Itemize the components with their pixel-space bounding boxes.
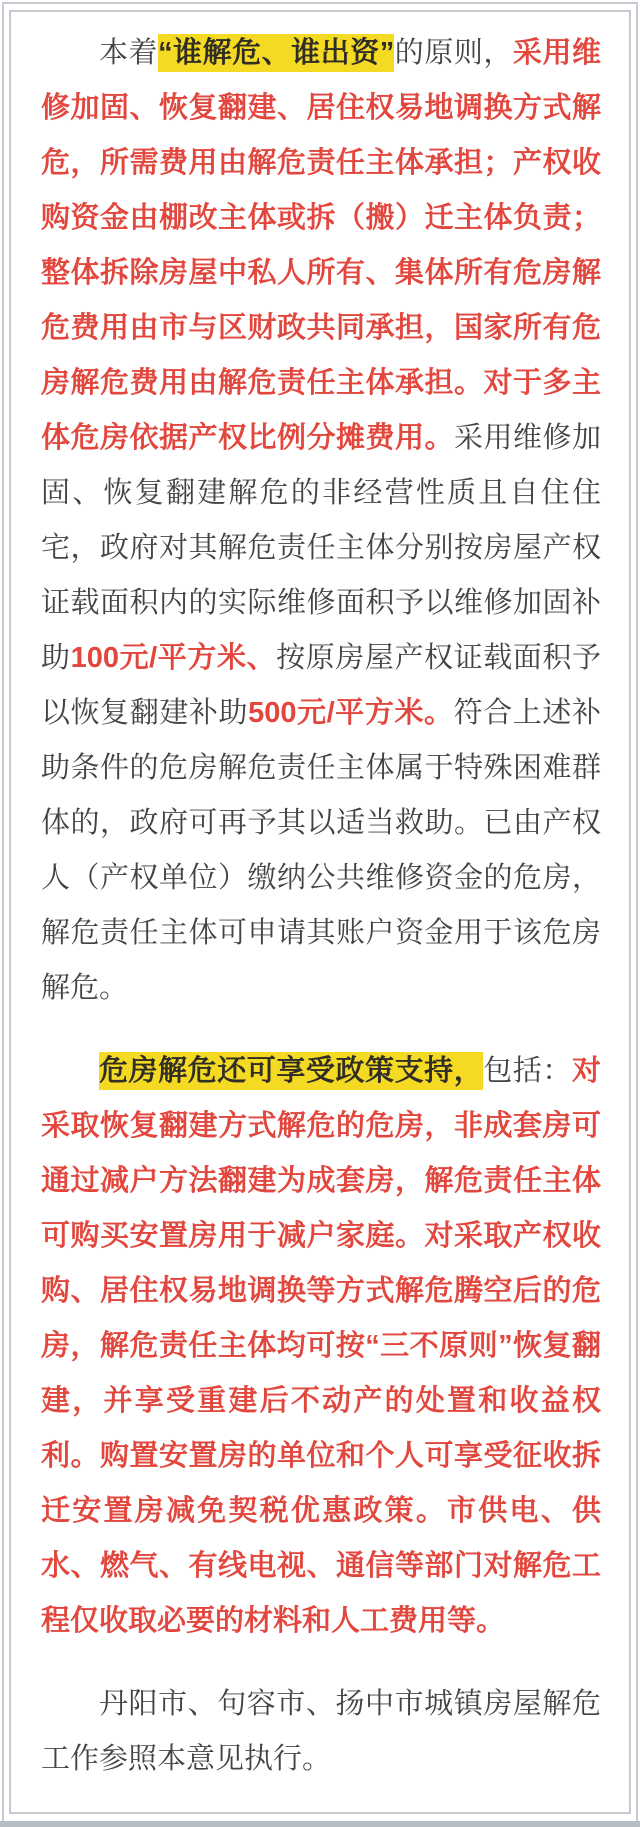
text-segment-red-bold: 500元/平方米。 — [248, 697, 454, 729]
text-segment-black: 丹阳市、句容市、扬中市城镇房屋解危工作参照本意见执行。 — [41, 1688, 601, 1775]
text-segment-red-bold: 100元/平方米、 — [70, 642, 277, 674]
text-segment-black: 本着 — [99, 37, 159, 69]
text-segment-black: 包括： — [483, 1055, 572, 1087]
text-segment-highlight-black: 危房解危还可享受政策支持， — [99, 1052, 483, 1090]
text-segment-black: 采用维修加固、恢复翻建解危的非经营性质且自住住宅，政府对其解危责任主体分别按房屋产权证载面积内的实际维修面积予以维修加固补助 — [41, 422, 601, 674]
text-segment-black: 的原则， — [394, 37, 513, 69]
text-segment-red-bold: 对采取恢复翻建方式解危的危房，非成套房可通过减户方法翻建为成套房，解危责任主体可购买安置房用于减户家庭。对采取产权收购、居住权易地调换等方式解危腾空后的危房，解危责任主体均可按“三不原则”恢复翻建，并享受重建后不动产的处置和收益权利。购置安置房的单位和个人可享受征收拆迁安置房减免契税优惠政策。市供电、供水、燃气、有线电视、通信等部门对解危工程仅收取必要的材料和人工费用等。 — [41, 1055, 601, 1637]
paragraph-reference-cities — [41, 1677, 601, 1787]
text-segment-highlight-black: “谁解危、谁出资” — [158, 34, 394, 72]
paragraph-funding-principle — [41, 26, 601, 1016]
text-segment-black: 符合上述补助条件的危房解危责任主体属于特殊困难群体的，政府可再予其以适当救助。已由产权人（产权单位）缴纳公共维修资金的危房，解危责任主体可申请其账户资金用于该危房解危。 — [41, 697, 601, 1004]
text-segment-red-bold: 采用维修加固、恢复翻建、居住权易地调换方式解危，所需费用由解危责任主体承担；产权收购资金由棚改主体或拆（搬）迁主体负责；整体拆除房屋中私人所有、集体所有危房解危费用由市与区财政共同承担，国家所有危房解危费用由解危责任主体承担。对于多主体危房依据产权比例分摊费用。 — [41, 37, 601, 454]
text-segment-black: 按原房屋产权证载面积予以恢复翻建补助 — [41, 642, 601, 729]
bottom-edge-band — [0, 1821, 640, 1827]
article-body — [11, 12, 629, 1812]
paragraph-policy-support — [41, 1044, 601, 1649]
